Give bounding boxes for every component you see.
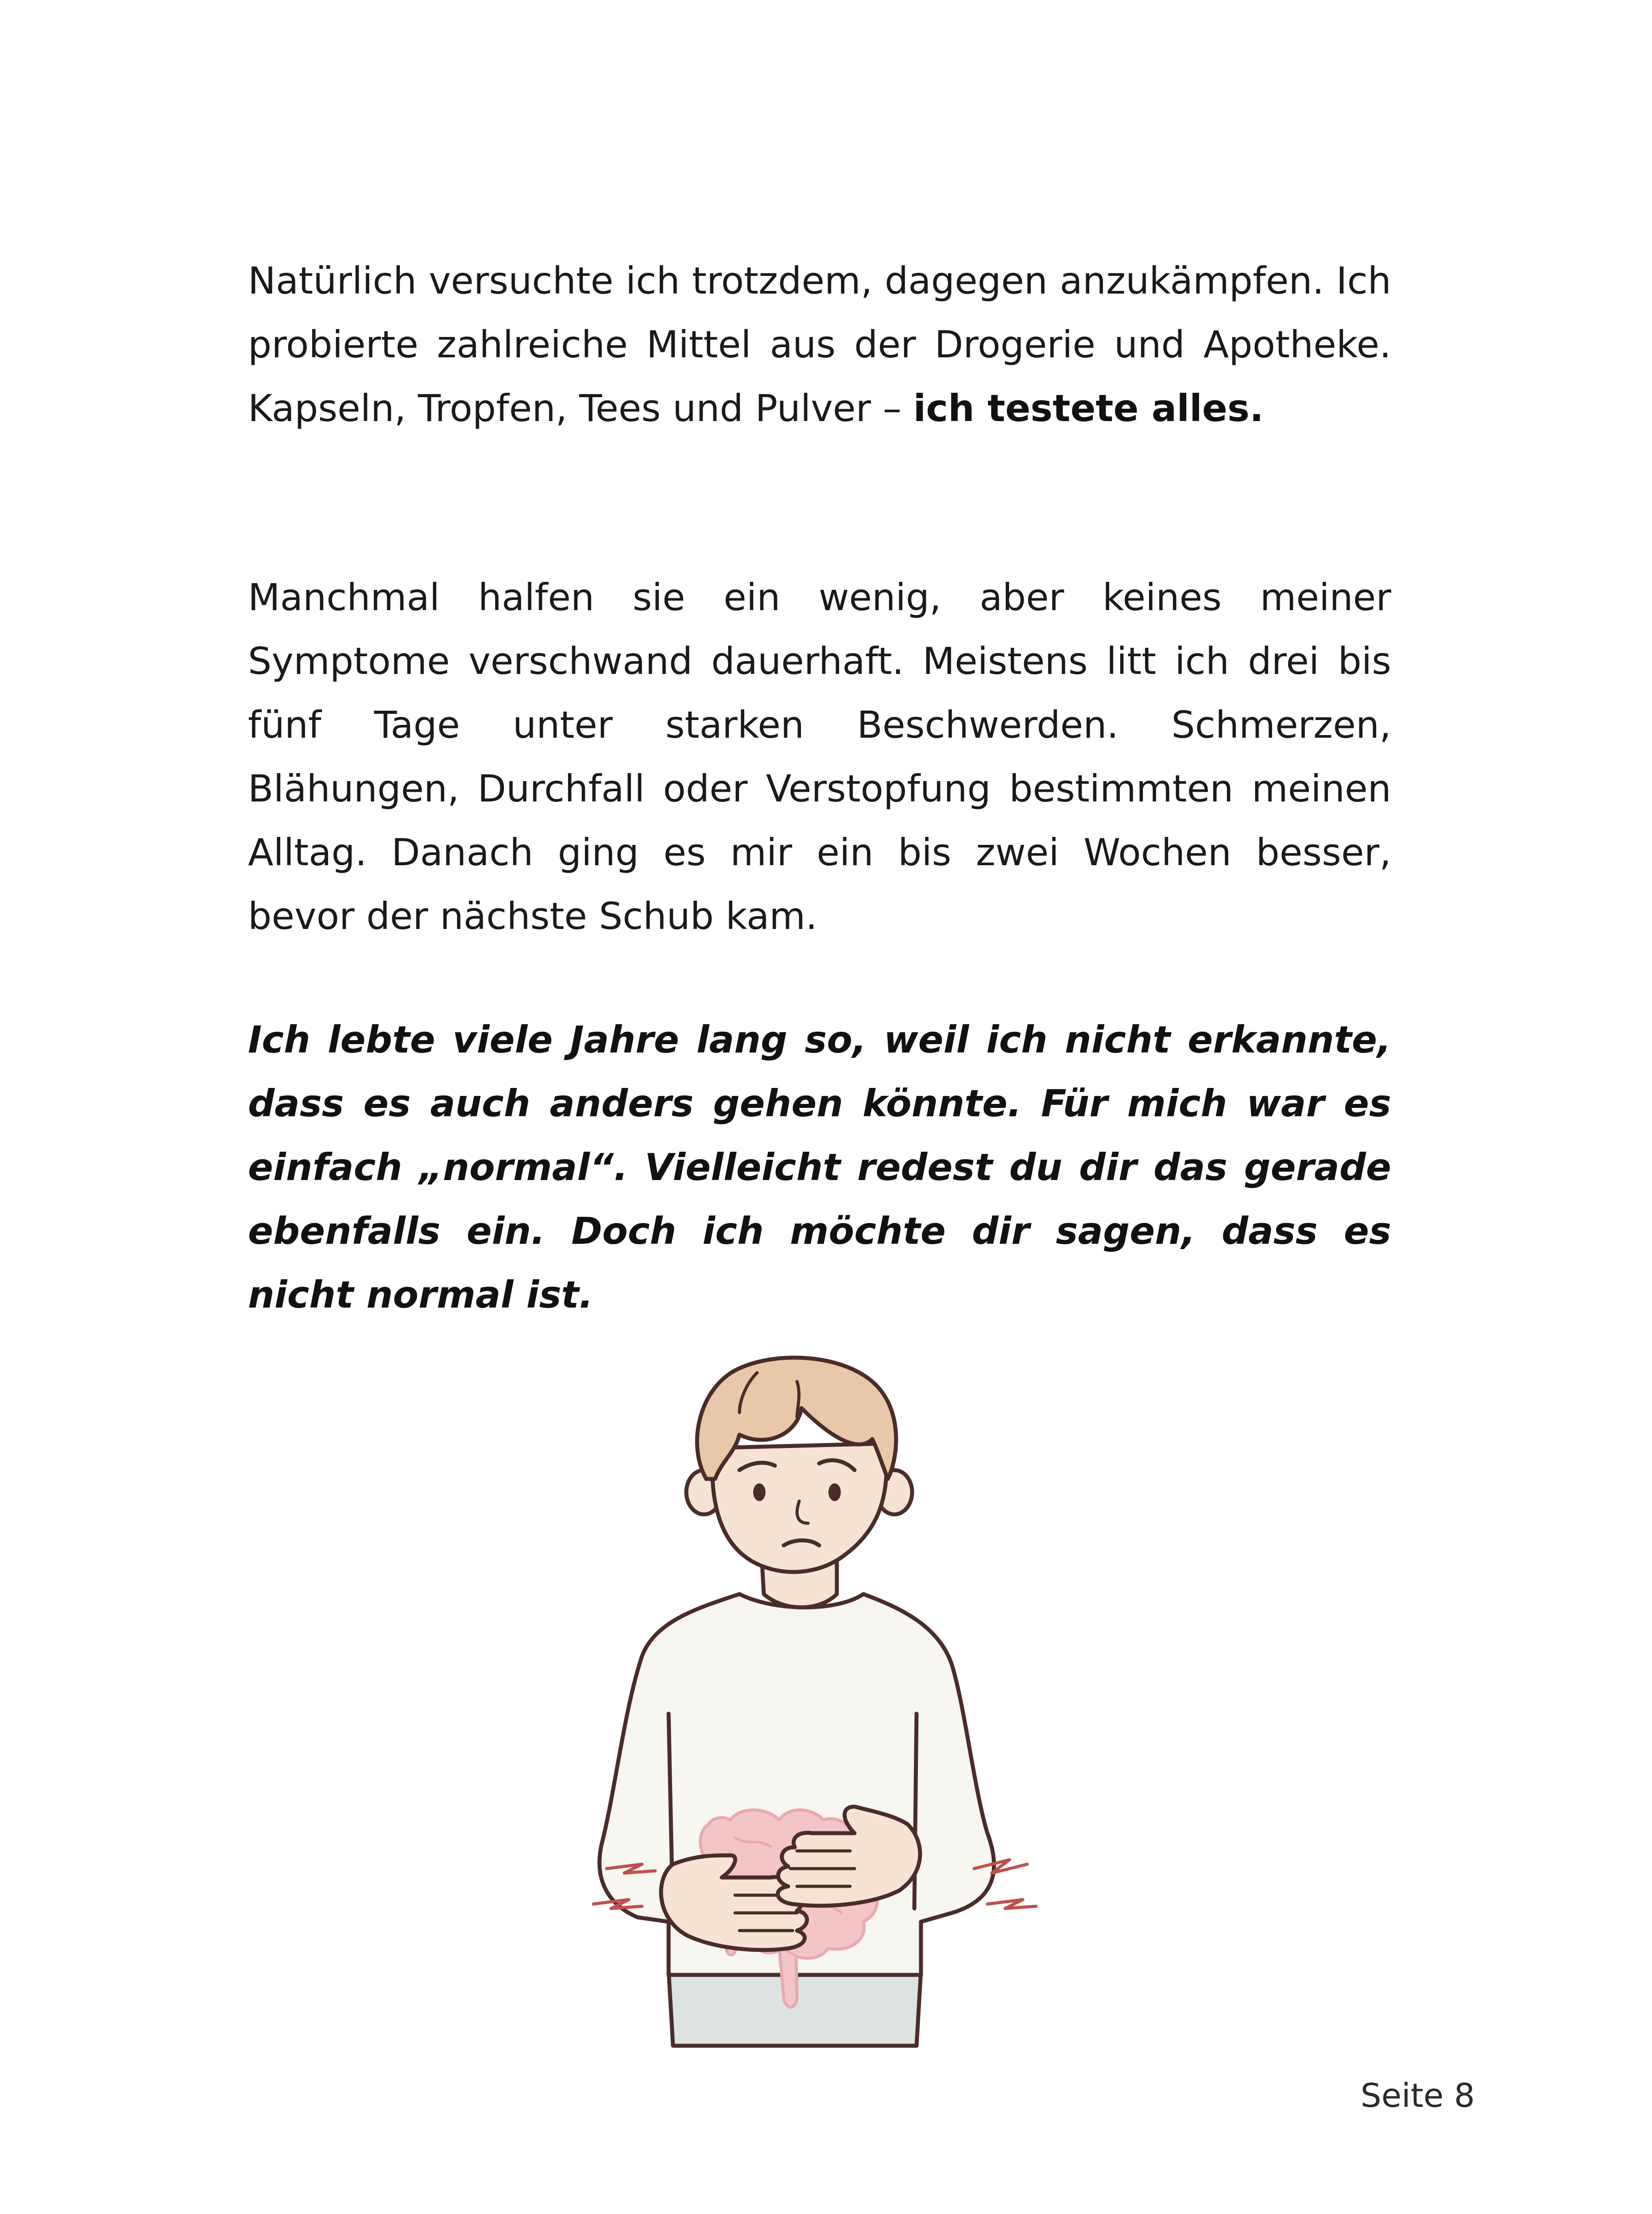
paragraph-1-bold-text: ich testete alles. <box>913 387 1264 430</box>
paragraph-1 <box>248 249 1391 440</box>
stomach-ache-illustration <box>589 1346 1063 2050</box>
face <box>712 1444 887 1572</box>
page-number: Seite 8 <box>1360 2077 1475 2115</box>
paragraph-2: Manchmal halfen sie ein wenig, aber keines meiner Symptome verschwand dauerhaft. Meistens litt ich drei bis fünf Tage unter starken Beschwerden. Schmerzen, Blähungen, Durchfall oder Verstopfung bestimmten meinen Alltag. Danach ging es mir ein bis zwei Wochen besser, bevor der nächste Schub kam. <box>248 576 1391 938</box>
paragraph-3-emphasis: Ich lebte viele Jahre lang so, weil ich nicht erkannte, dass es auch anders gehen könnte. Für mich war es einfach „normal“. Vielleicht redest du dir das gerade ebenfalls ein. Doch ich möchte dir sagen, dass es nicht normal ist. <box>248 1018 1391 1316</box>
paragraph-1-text: Natürlich versuchte ich trotzdem, dagegen anzukämpfen. Ich probierte zahlreiche Mittel aus der Drogerie und Apotheke. Kapseln, Tropfen, Tees und Pulver – <box>248 259 1391 430</box>
